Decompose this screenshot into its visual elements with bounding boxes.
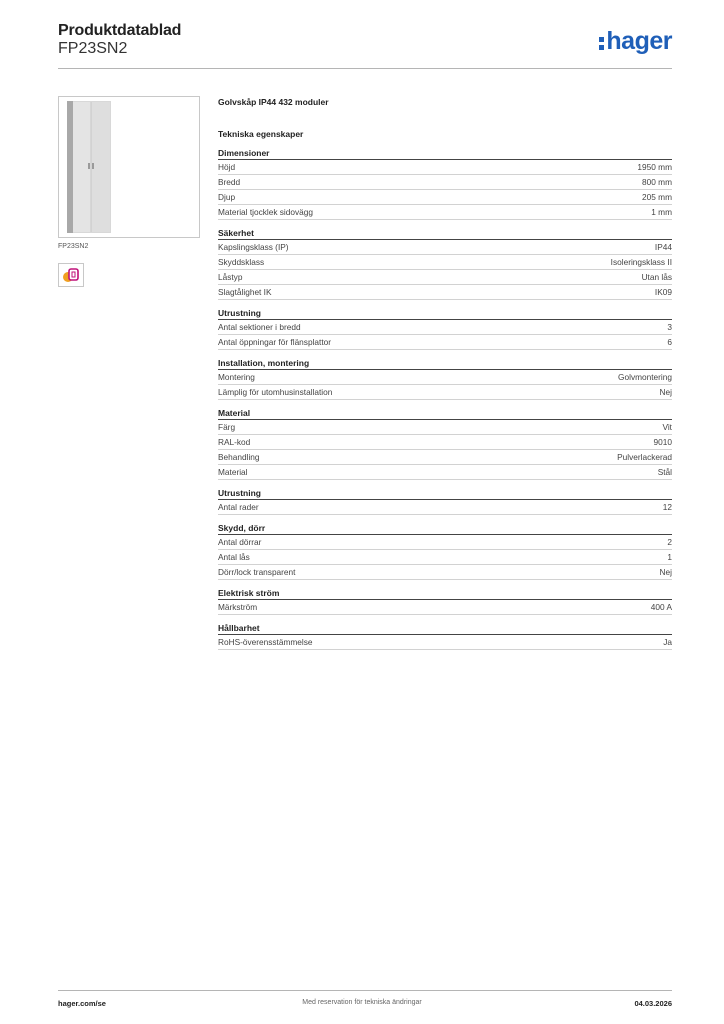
header-divider	[58, 68, 672, 69]
section-heading: Tekniska egenskaper	[218, 129, 304, 139]
spec-row	[218, 435, 672, 450]
spec-label: Behandling	[218, 452, 260, 462]
spec-label: Antal lås	[218, 552, 250, 562]
spec-group	[218, 622, 672, 650]
spec-group	[218, 227, 672, 300]
spec-group	[218, 587, 672, 615]
spec-row	[218, 500, 672, 515]
spec-label: Märkström	[218, 602, 258, 612]
spec-row	[218, 270, 672, 285]
spec-label: Antal öppningar för flänsplattor	[218, 337, 332, 347]
spec-label: Skyddsklass	[218, 257, 265, 267]
spec-label: Låstyp	[218, 272, 243, 282]
spec-label: Djup	[218, 192, 236, 202]
spec-value: Stål	[657, 467, 672, 477]
footer-disclaimer: Med reservation för tekniska ändringar	[302, 999, 422, 1006]
spec-row	[218, 385, 672, 400]
spec-group	[218, 357, 672, 400]
page-header	[58, 20, 672, 70]
logo-text: hager	[606, 26, 672, 55]
spec-value: 1950 mm	[637, 162, 672, 172]
technical-sheet	[218, 96, 672, 650]
spec-row	[218, 320, 672, 335]
spec-value: 800 mm	[642, 177, 672, 187]
spec-value: Utan lås	[641, 272, 672, 282]
spec-row	[218, 370, 672, 385]
spec-value: Pulverlackerad	[617, 452, 672, 462]
cabinet-image	[67, 101, 111, 233]
spec-label: Färg	[218, 422, 236, 432]
spec-label: Antal dörrar	[218, 537, 262, 547]
spec-row	[218, 635, 672, 650]
product-code: FP23SN2	[58, 40, 128, 57]
spec-row	[218, 565, 672, 580]
spec-row	[218, 205, 672, 220]
spec-value: IP44	[654, 242, 672, 252]
spec-group-title: Material	[218, 407, 672, 420]
footer-divider	[58, 990, 672, 991]
spec-label: Dörr/lock transparent	[218, 567, 296, 577]
spec-group	[218, 307, 672, 350]
spec-row	[218, 550, 672, 565]
spec-value: Ja	[663, 637, 672, 647]
spec-value: 1 mm	[651, 207, 672, 217]
spec-value: Vit	[662, 422, 672, 432]
spec-label: Bredd	[218, 177, 241, 187]
spec-value: Nej	[659, 387, 672, 397]
spec-row	[218, 240, 672, 255]
spec-group-title: Utrustning	[218, 487, 672, 500]
spec-row	[218, 285, 672, 300]
spec-group-title: Dimensioner	[218, 147, 672, 160]
spec-row	[218, 535, 672, 550]
spec-row	[218, 600, 672, 615]
spec-label: Montering	[218, 372, 255, 382]
footer-website[interactable]: hager.com/se	[58, 999, 106, 1008]
spec-label: Antal sektioner i bredd	[218, 322, 301, 332]
spec-value: 6	[667, 337, 672, 347]
spec-value: 3	[667, 322, 672, 332]
spec-group	[218, 147, 672, 220]
spec-label: Höjd	[218, 162, 236, 172]
spec-value: Isoleringsklass II	[610, 257, 672, 267]
hager-logo	[599, 26, 672, 56]
spec-label: Material tjocklek sidovägg	[218, 207, 313, 217]
spec-row	[218, 190, 672, 205]
spec-value: 1	[667, 552, 672, 562]
spec-value: 205 mm	[642, 192, 672, 202]
product-image-caption: FP23SN2	[58, 243, 89, 250]
spec-group	[218, 487, 672, 515]
spec-row	[218, 450, 672, 465]
footer-date: 04.03.2026	[634, 999, 672, 1008]
spec-label: Lämplig för utomhusinstallation	[218, 387, 333, 397]
spec-label: RoHS-överensstämmelse	[218, 637, 313, 647]
spec-group-title: Elektrisk ström	[218, 587, 672, 600]
product-image	[58, 96, 200, 238]
spec-row	[218, 465, 672, 480]
spec-value: 9010	[653, 437, 672, 447]
spec-value: Nej	[659, 567, 672, 577]
spec-row	[218, 420, 672, 435]
spec-groups	[218, 147, 672, 650]
spec-row	[218, 255, 672, 270]
spec-label: Slagtålighet IK	[218, 287, 272, 297]
logo-colon-icon	[599, 37, 604, 50]
spec-value: Golvmontering	[618, 372, 672, 382]
spec-label: Material	[218, 467, 248, 477]
spec-row	[218, 175, 672, 190]
spec-group-title: Hållbarhet	[218, 622, 672, 635]
spec-group-title: Installation, montering	[218, 357, 672, 370]
spec-label: RAL-kod	[218, 437, 251, 447]
spec-group-title: Skydd, dörr	[218, 522, 672, 535]
spec-group	[218, 407, 672, 480]
energy-label-icon	[58, 263, 84, 287]
product-name: Golvskåp IP44 432 moduler	[218, 97, 329, 107]
document-title: Produktdatablad	[58, 22, 182, 39]
spec-group-title: Utrustning	[218, 307, 672, 320]
spec-group-title: Säkerhet	[218, 227, 672, 240]
spec-row	[218, 335, 672, 350]
spec-value: 2	[667, 537, 672, 547]
spec-label: Antal rader	[218, 502, 259, 512]
spec-value: IK09	[654, 287, 672, 297]
spec-label: Kapslingsklass (IP)	[218, 242, 289, 252]
spec-group	[218, 522, 672, 580]
spec-row	[218, 160, 672, 175]
spec-value: 12	[662, 502, 672, 512]
spec-value: 400 A	[650, 602, 672, 612]
